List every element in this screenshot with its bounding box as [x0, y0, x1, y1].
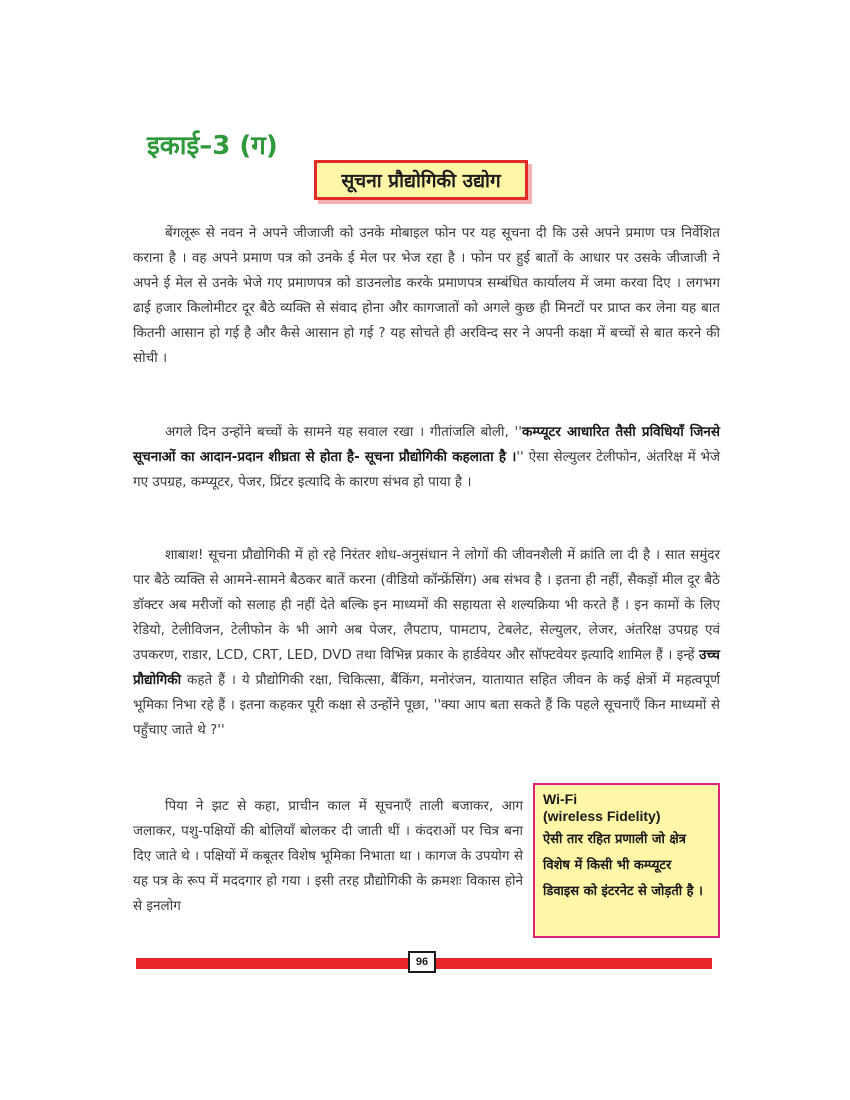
- paragraph-2-end: '' ऐसा सेल्युलर टेलीफोन, अंतरिक्ष में भेजे गए उपग्रह, कम्प्यूटर, पेजर, प्रिंटर इत्यादि के कारण संभव हो पाया है ।: [133, 449, 720, 490]
- paragraph-1: [133, 221, 720, 371]
- paragraph-3-end: कहते हैं । ये प्रौद्योगिकी रक्षा, चिकित्सा, बैंकिंग, मनोरंजन, यातायात सहित जीवन के कई क्षेत्रों में महत्वपूर्ण भूमिका निभा रहे हैं । इतना कहकर पूरी कक्षा से उन्होंने पूछा, ''क्या आप बता सकते हैं कि पहले सूचनाएँ किन माध्यमों से पहुँचाए जाते थे ?'': [133, 672, 720, 738]
- paragraph-2-start: अगले दिन उन्होंने बच्चों के सामने यह सवाल रखा । गीतांजलि बोली, '': [165, 424, 522, 440]
- paragraph-2: [133, 420, 720, 495]
- lesson-title: सूचना प्रौद्योगिकी उद्योग: [341, 170, 501, 192]
- definition-bold: कम्प्यूटर आधारित तैसी प्रविधियाँ जिनसे सूचनाओं का आदान-प्रदान शीघ्रता से होता है- सूचना प्रौद्योगिकी कहलाता है ।: [133, 424, 720, 465]
- wifi-heading-expansion: (wireless Fidelity): [543, 808, 661, 824]
- paragraph-4: [133, 794, 523, 919]
- unit-heading: इकाई–3 (ग): [147, 131, 278, 161]
- paragraph-1-text: बेंगलूरू से नवन ने अपने जीजाजी को उनके मोबाइल फोन पर यह सूचना दी कि उसे अपने प्रमाण पत्र निर्वेशित कराना है । वह अपने प्रमाण पत्र को उनके ई मेल पर भेज रहा है । फोन पर हुई बातों के आधार पर उसके जीजाजी ने अपने ई मेल से उनके भेजे गए प्रमाणपत्र को डाउनलोड करके प्रमाणपत्र सम्बंधित कार्यालय में जमा करवा दिए । लगभग ढाई हजार किलोमीटर दूर बैठे व्यक्ति से संवाद होना और कागजातों को अगले कुछ ही मिनटों पर प्राप्त कर लेना यह बात कितनी आसान हो गई है और कैसे आसान हो गई ? यह सोचते ही अरविन्द सर ने अपनी कक्षा में बच्चों से बात करने की सोची ।: [133, 225, 720, 366]
- page-number: 96: [408, 951, 436, 973]
- paragraph-4-text: पिया ने झट से कहा, प्राचीन काल में सूचनाएँ ताली बजाकर, आग जलाकर, पशु-पक्षियों की बोलियाँ बोलकर दी जाती थीं । कंदराओं पर चित्र बना दिए जाते थे । पक्षियों में कबूतर विशेष भूमिका निभाता था । कागज के उपयोग से यह पत्र के रूप में मददगार हो गया । इसी तरह प्रौद्योगिकी के क्रमशः विकास होने से इनलोग: [133, 798, 523, 914]
- wifi-definition: ऐसी तार रहित प्रणाली जो क्षेत्र विशेष में किसी भी कम्प्यूटर डिवाइस को इंटरनेट से जोड़ती है ।: [543, 832, 703, 899]
- wifi-heading: Wi-Fi: [543, 791, 578, 807]
- lesson-title-box: [314, 160, 528, 200]
- paragraph-3-start: शाबाश! सूचना प्रौद्योगिकी में हो रहे निरंतर शोध-अनुसंधान ने लोगों की जीवनशैली में क्रांति ला दी है । सात समुंदर पार बैठे व्यक्ति से आमने-सामने बैठकर बातें करना (वीडियो कॉन्फ्रेंसिंग) अब संभव है । इतना ही नहीं, सैकड़ों मील दूर बैठे डॉक्टर अब मरीजों को सलाह ही नहीं देते बल्कि इन माध्यमों की सहायता से शल्यक्रिया भी करते हैं । इन कामों के लिए रेडियो, टेलीविजन, टेलीफोन के भी आगे अब पेजर, लैपटाप, पामटाप, टेबलेट, सेल्युलर, लेजर, अंतरिक्ष उपग्रह एवं उपकरण, राडार, LCD, CRT, LED, DVD तथा विभिन्न प्रकार के हार्डवेयर और सॉफ्टवेयर इत्यादि शामिल हैं । इन्हें: [133, 547, 720, 663]
- wifi-info-box: [533, 783, 720, 938]
- high-technology-term: उच्च प्रौद्योगिकी: [133, 647, 720, 688]
- paragraph-3: [133, 543, 720, 743]
